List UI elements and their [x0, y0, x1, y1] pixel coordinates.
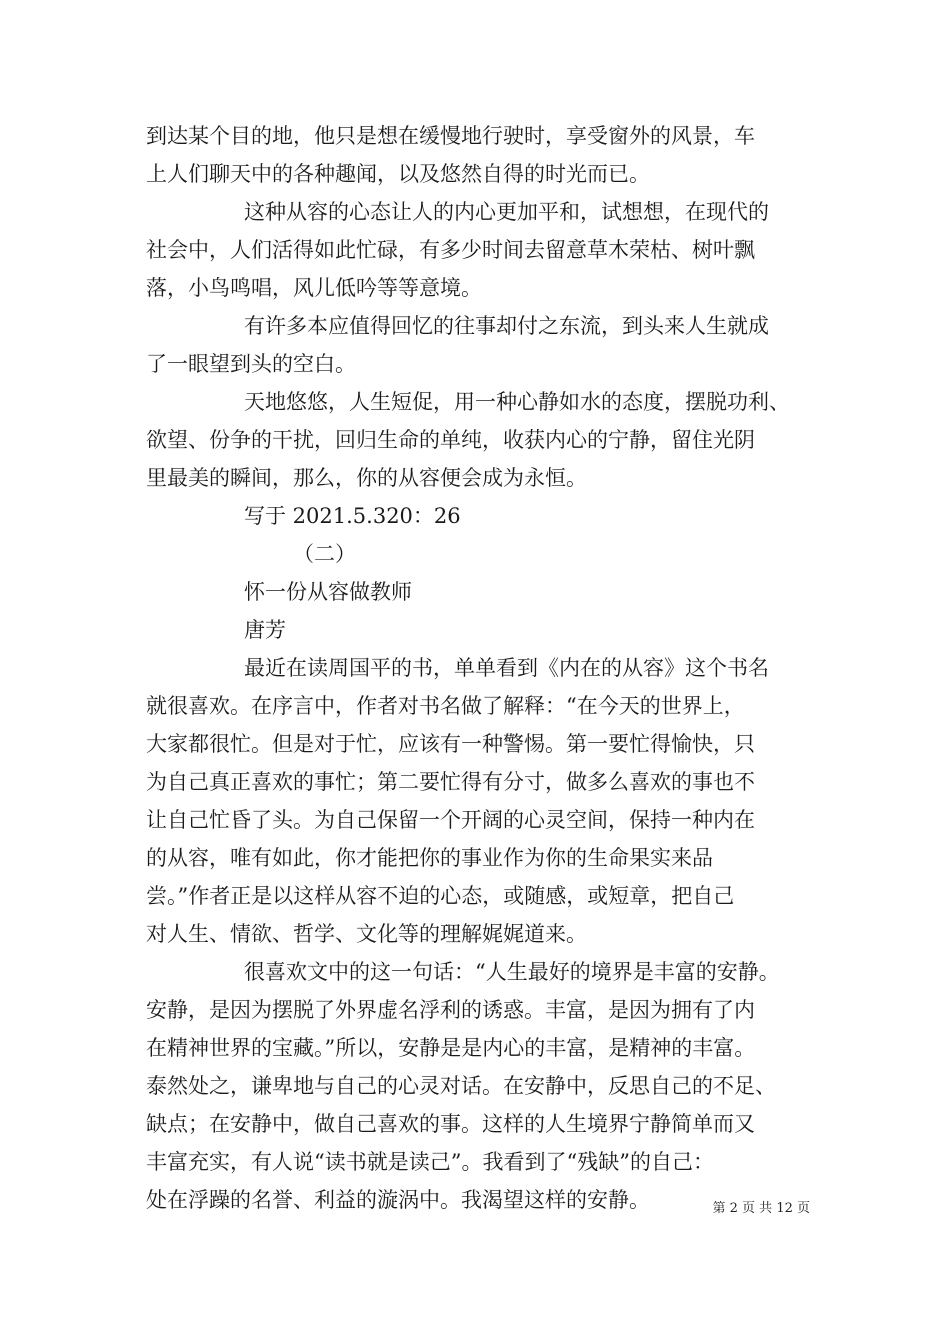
paragraph-start: 最近在读周国平的书，单单看到《内在的从容》这个书名 [244, 656, 769, 680]
paragraph-start: 这种从容的心态让人的内心更加平和，试想想，在现代的 [244, 200, 769, 224]
text-line: 上人们聊天中的各种趣闻，以及悠然自得的时光而已。 [146, 162, 650, 186]
article-title: 怀一份从容做教师 [244, 580, 412, 604]
text-line: 处在浮躁的名誉、利益的漩涡中。我渴望这样的安静。 [146, 1188, 650, 1212]
document-body [146, 117, 826, 1219]
paragraph-start: 有许多本应值得回忆的往事却付之东流，到头来人生就成 [244, 314, 769, 338]
text-line: 里最美的瞬间，那么，你的从容便会成为永恒。 [146, 466, 587, 490]
section-number: （二） [293, 542, 356, 566]
text-line: 缺点；在安静中，做自己喜欢的事。这样的人生境界宁静简单而又 [146, 1112, 755, 1136]
text-line: 尝。”作者正是以这样从容不迫的心态，或随感，或短章，把自己 [146, 884, 735, 908]
text-line: 到达某个目的地，他只是想在缓慢地行驶时，享受窗外的风景，车 [146, 124, 755, 148]
paragraph-start: 很喜欢文中的这一句话：“人生最好的境界是丰富的安静。 [244, 960, 780, 984]
text-line: 就很喜欢。在序言中，作者对书名做了解释：“在今天的世界上， [146, 694, 745, 718]
text-line: 在精神世界的宝藏。”所以，安静是是内心的丰富，是精神的丰富。 [146, 1036, 756, 1060]
date-line: 写于 2021.5.320：26 [244, 504, 461, 528]
text-line: 了一眼望到头的空白。 [146, 352, 356, 376]
text-line: 的从容，唯有如此，你才能把你的事业作为你的生命果实来品 [146, 846, 713, 870]
author-name: 唐芳 [244, 618, 286, 642]
text-line: 泰然处之，谦卑地与自己的心灵对话。在安静中，反思自己的不足、 [146, 1074, 776, 1098]
text-line: 安静，是因为摆脱了外界虚名浮利的诱惑。丰富，是因为拥有了内 [146, 998, 755, 1022]
paragraph-start: 天地悠悠，人生短促，用一种心静如水的态度，摆脱功利、 [244, 390, 790, 414]
text-line: 对人生、情欲、哲学、文化等的理解娓娓道来。 [146, 922, 587, 946]
text-line: 让自己忙昏了头。为自己保留一个开阔的心灵空间，保持一种内在 [146, 808, 755, 832]
text-line: 大家都很忙。但是对于忙，应该有一种警惕。第一要忙得愉快，只 [146, 732, 755, 756]
page-number-footer: 第 2 页 共 12 页 [712, 1201, 810, 1216]
text-line: 丰富充实，有人说“读书就是读己”。我看到了“残缺”的自己： [146, 1150, 714, 1174]
text-line: 落，小鸟鸣唱，风儿低吟等等意境。 [146, 276, 482, 300]
text-line: 欲望、份争的干扰，回归生命的单纯，收获内心的宁静，留住光阴 [146, 428, 755, 452]
text-line: 为自己真正喜欢的事忙；第二要忙得有分寸，做多么喜欢的事也不 [146, 770, 755, 794]
text-line: 社会中，人们活得如此忙碌，有多少时间去留意草木荣枯、树叶飘 [146, 238, 755, 262]
